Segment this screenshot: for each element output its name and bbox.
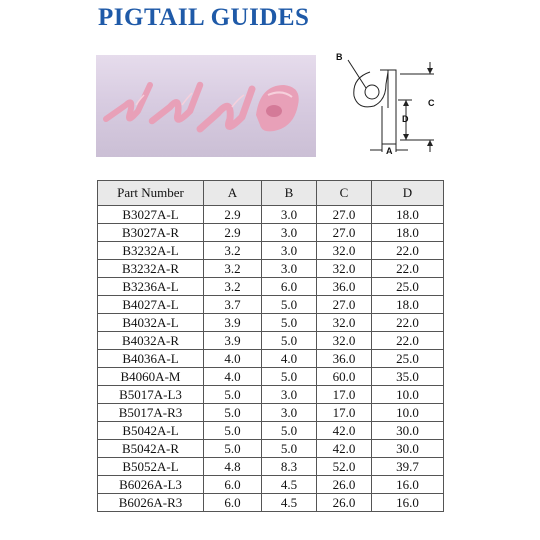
cell-a: 3.7 — [204, 296, 262, 314]
cell-d: 10.0 — [372, 404, 444, 422]
cell-c: 17.0 — [317, 386, 372, 404]
dim-label-a: A — [386, 146, 393, 156]
dim-label-b: B — [336, 52, 343, 62]
cell-c: 60.0 — [317, 368, 372, 386]
table-row — [98, 224, 444, 242]
table-row — [98, 386, 444, 404]
cell-d: 22.0 — [372, 260, 444, 278]
dim-label-d: D — [402, 114, 409, 124]
cell-b: 8.3 — [262, 458, 317, 476]
cell-a: 3.9 — [204, 314, 262, 332]
cell-d: 22.0 — [372, 332, 444, 350]
table-row — [98, 494, 444, 512]
dim-label-c: C — [428, 98, 435, 108]
cell-b: 5.0 — [262, 422, 317, 440]
cell-c: 27.0 — [317, 224, 372, 242]
cell-c: 36.0 — [317, 350, 372, 368]
cell-a: 3.2 — [204, 242, 262, 260]
cell-d: 25.0 — [372, 278, 444, 296]
table-row — [98, 296, 444, 314]
cell-d: 25.0 — [372, 350, 444, 368]
page-title: PIGTAIL GUIDES — [98, 4, 310, 31]
cell-part-number: B5017A-R3 — [98, 404, 204, 422]
cell-c: 27.0 — [317, 206, 372, 224]
table-row — [98, 458, 444, 476]
cell-b: 5.0 — [262, 440, 317, 458]
table-row — [98, 476, 444, 494]
header-a: A — [204, 181, 262, 206]
cell-c: 42.0 — [317, 422, 372, 440]
cell-b: 6.0 — [262, 278, 317, 296]
cell-c: 32.0 — [317, 260, 372, 278]
header-d: D — [372, 181, 444, 206]
cell-b: 4.5 — [262, 476, 317, 494]
cell-a: 3.2 — [204, 278, 262, 296]
table-row — [98, 260, 444, 278]
table-row — [98, 350, 444, 368]
cell-c: 52.0 — [317, 458, 372, 476]
cell-c: 32.0 — [317, 332, 372, 350]
cell-d: 30.0 — [372, 422, 444, 440]
cell-part-number: B3027A-R — [98, 224, 204, 242]
cell-part-number: B3232A-L — [98, 242, 204, 260]
cell-part-number: B4027A-L — [98, 296, 204, 314]
cell-part-number: B6026A-R3 — [98, 494, 204, 512]
cell-c: 36.0 — [317, 278, 372, 296]
cell-b: 5.0 — [262, 368, 317, 386]
cell-a: 6.0 — [204, 476, 262, 494]
cell-part-number: B5042A-R — [98, 440, 204, 458]
cell-c: 27.0 — [317, 296, 372, 314]
table-row — [98, 314, 444, 332]
cell-b: 5.0 — [262, 296, 317, 314]
table-row — [98, 422, 444, 440]
cell-a: 2.9 — [204, 224, 262, 242]
cell-a: 3.9 — [204, 332, 262, 350]
cell-d: 16.0 — [372, 494, 444, 512]
cell-part-number: B6026A-L3 — [98, 476, 204, 494]
cell-d: 22.0 — [372, 314, 444, 332]
cell-b: 5.0 — [262, 332, 317, 350]
cell-part-number: B3232A-R — [98, 260, 204, 278]
cell-b: 3.0 — [262, 386, 317, 404]
cell-d: 18.0 — [372, 224, 444, 242]
cell-b: 4.0 — [262, 350, 317, 368]
cell-c: 17.0 — [317, 404, 372, 422]
cell-b: 3.0 — [262, 224, 317, 242]
cell-d: 35.0 — [372, 368, 444, 386]
cell-part-number: B4036A-L — [98, 350, 204, 368]
cell-part-number: B4032A-R — [98, 332, 204, 350]
cell-a: 4.0 — [204, 368, 262, 386]
dimension-table — [97, 180, 444, 512]
dimension-diagram — [330, 48, 450, 160]
cell-b: 5.0 — [262, 314, 317, 332]
cell-c: 32.0 — [317, 314, 372, 332]
cell-b: 3.0 — [262, 242, 317, 260]
cell-d: 10.0 — [372, 386, 444, 404]
cell-part-number: B4060A-M — [98, 368, 204, 386]
header-b: B — [262, 181, 317, 206]
cell-c: 26.0 — [317, 494, 372, 512]
cell-c: 32.0 — [317, 242, 372, 260]
table-row — [98, 242, 444, 260]
cell-part-number: B3236A-L — [98, 278, 204, 296]
table-row — [98, 404, 444, 422]
cell-part-number: B5042A-L — [98, 422, 204, 440]
cell-a: 5.0 — [204, 386, 262, 404]
cell-b: 4.5 — [262, 494, 317, 512]
cell-b: 3.0 — [262, 206, 317, 224]
table-row — [98, 368, 444, 386]
cell-d: 22.0 — [372, 242, 444, 260]
cell-a: 5.0 — [204, 422, 262, 440]
cell-part-number: B4032A-L — [98, 314, 204, 332]
cell-d: 39.7 — [372, 458, 444, 476]
cell-d: 16.0 — [372, 476, 444, 494]
table-header-row — [98, 181, 444, 206]
cell-d: 18.0 — [372, 206, 444, 224]
table-row — [98, 440, 444, 458]
header-part-number: Part Number — [98, 181, 204, 206]
cell-a: 5.0 — [204, 440, 262, 458]
cell-c: 26.0 — [317, 476, 372, 494]
table-row — [98, 332, 444, 350]
table-row — [98, 278, 444, 296]
table-row — [98, 206, 444, 224]
cell-b: 3.0 — [262, 260, 317, 278]
cell-b: 3.0 — [262, 404, 317, 422]
table-body — [98, 206, 444, 512]
pigtail-guides-illustration — [96, 55, 316, 157]
cell-part-number: B5017A-L3 — [98, 386, 204, 404]
header-c: C — [317, 181, 372, 206]
cell-d: 30.0 — [372, 440, 444, 458]
cell-a: 5.0 — [204, 404, 262, 422]
cell-c: 42.0 — [317, 440, 372, 458]
cell-part-number: B3027A-L — [98, 206, 204, 224]
product-photo — [96, 55, 316, 157]
cell-a: 4.8 — [204, 458, 262, 476]
cell-a: 3.2 — [204, 260, 262, 278]
cell-a: 2.9 — [204, 206, 262, 224]
cell-d: 18.0 — [372, 296, 444, 314]
cell-a: 6.0 — [204, 494, 262, 512]
cell-a: 4.0 — [204, 350, 262, 368]
cell-part-number: B5052A-L — [98, 458, 204, 476]
